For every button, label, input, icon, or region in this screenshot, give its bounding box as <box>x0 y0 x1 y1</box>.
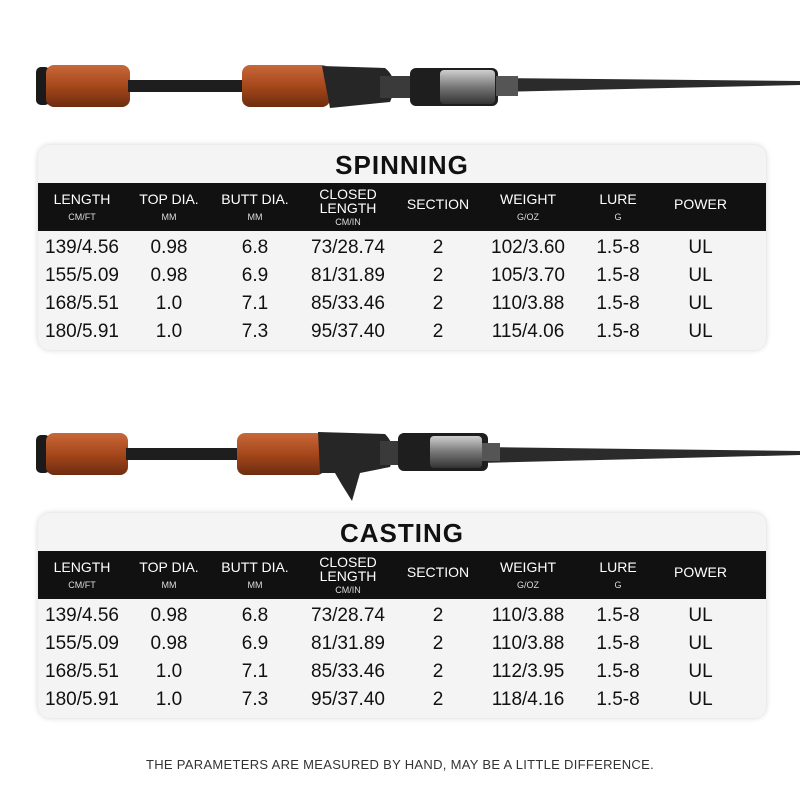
header-lure: LURE G <box>599 559 637 590</box>
header-weight: WEIGHT G/OZ <box>500 191 556 222</box>
header-section: SECTION <box>406 564 470 580</box>
table-header <box>38 551 766 599</box>
header-top-dia: TOP DIA. MM <box>139 191 199 222</box>
header-lure: LURE G <box>599 191 637 222</box>
header-butt-dia: BUTT DIA. MM <box>221 191 289 222</box>
header-weight: WEIGHT G/OZ <box>500 559 556 590</box>
table-row: 180/5.91 1.0 7.3 95/37.40 2 118/4.16 1.5-8 UL <box>45 689 713 710</box>
table-row: 139/4.56 0.98 6.8 73/28.74 2 110/3.88 1.5-8 UL <box>45 605 713 626</box>
table-row: 155/5.09 0.98 6.9 81/31.89 2 105/3.70 1.5-8 UL <box>45 265 713 286</box>
table-row: 168/5.51 1.0 7.1 85/33.46 2 110/3.88 1.5-8 UL <box>45 293 713 314</box>
spinning-rod-image <box>0 40 800 130</box>
spinning-spec-table <box>38 145 766 350</box>
table-row: 168/5.51 1.0 7.1 85/33.46 2 112/3.95 1.5-8 UL <box>45 661 713 682</box>
table-row: 180/5.91 1.0 7.3 95/37.40 2 115/4.06 1.5-8 UL <box>45 321 713 342</box>
casting-title: CASTING <box>340 518 464 548</box>
header-closed-length: CLOSED LENGTH CM/IN <box>319 186 377 227</box>
table-row: 155/5.09 0.98 6.9 81/31.89 2 110/3.88 1.5-8 UL <box>45 633 713 654</box>
table-row: 139/4.56 0.98 6.8 73/28.74 2 102/3.60 1.5-8 UL <box>45 237 713 258</box>
header-section: SECTION <box>406 196 470 212</box>
header-butt-dia: BUTT DIA. MM <box>221 559 289 590</box>
casting-rod-image <box>0 415 800 515</box>
header-length: LENGTH CM/FT <box>53 559 111 590</box>
header-top-dia: TOP DIA. MM <box>139 559 199 590</box>
header-length: LENGTH CM/FT <box>53 191 111 222</box>
measurement-disclaimer: THE PARAMETERS ARE MEASURED BY HAND, MAY BE A LITTLE DIFFERENCE. <box>145 757 654 772</box>
spinning-title: SPINNING <box>335 150 469 180</box>
casting-spec-table <box>38 513 766 718</box>
header-closed-length: CLOSED LENGTH CM/IN <box>319 554 377 595</box>
header-power: POWER <box>674 564 727 580</box>
table-header <box>38 183 766 231</box>
header-power: POWER <box>674 196 727 212</box>
